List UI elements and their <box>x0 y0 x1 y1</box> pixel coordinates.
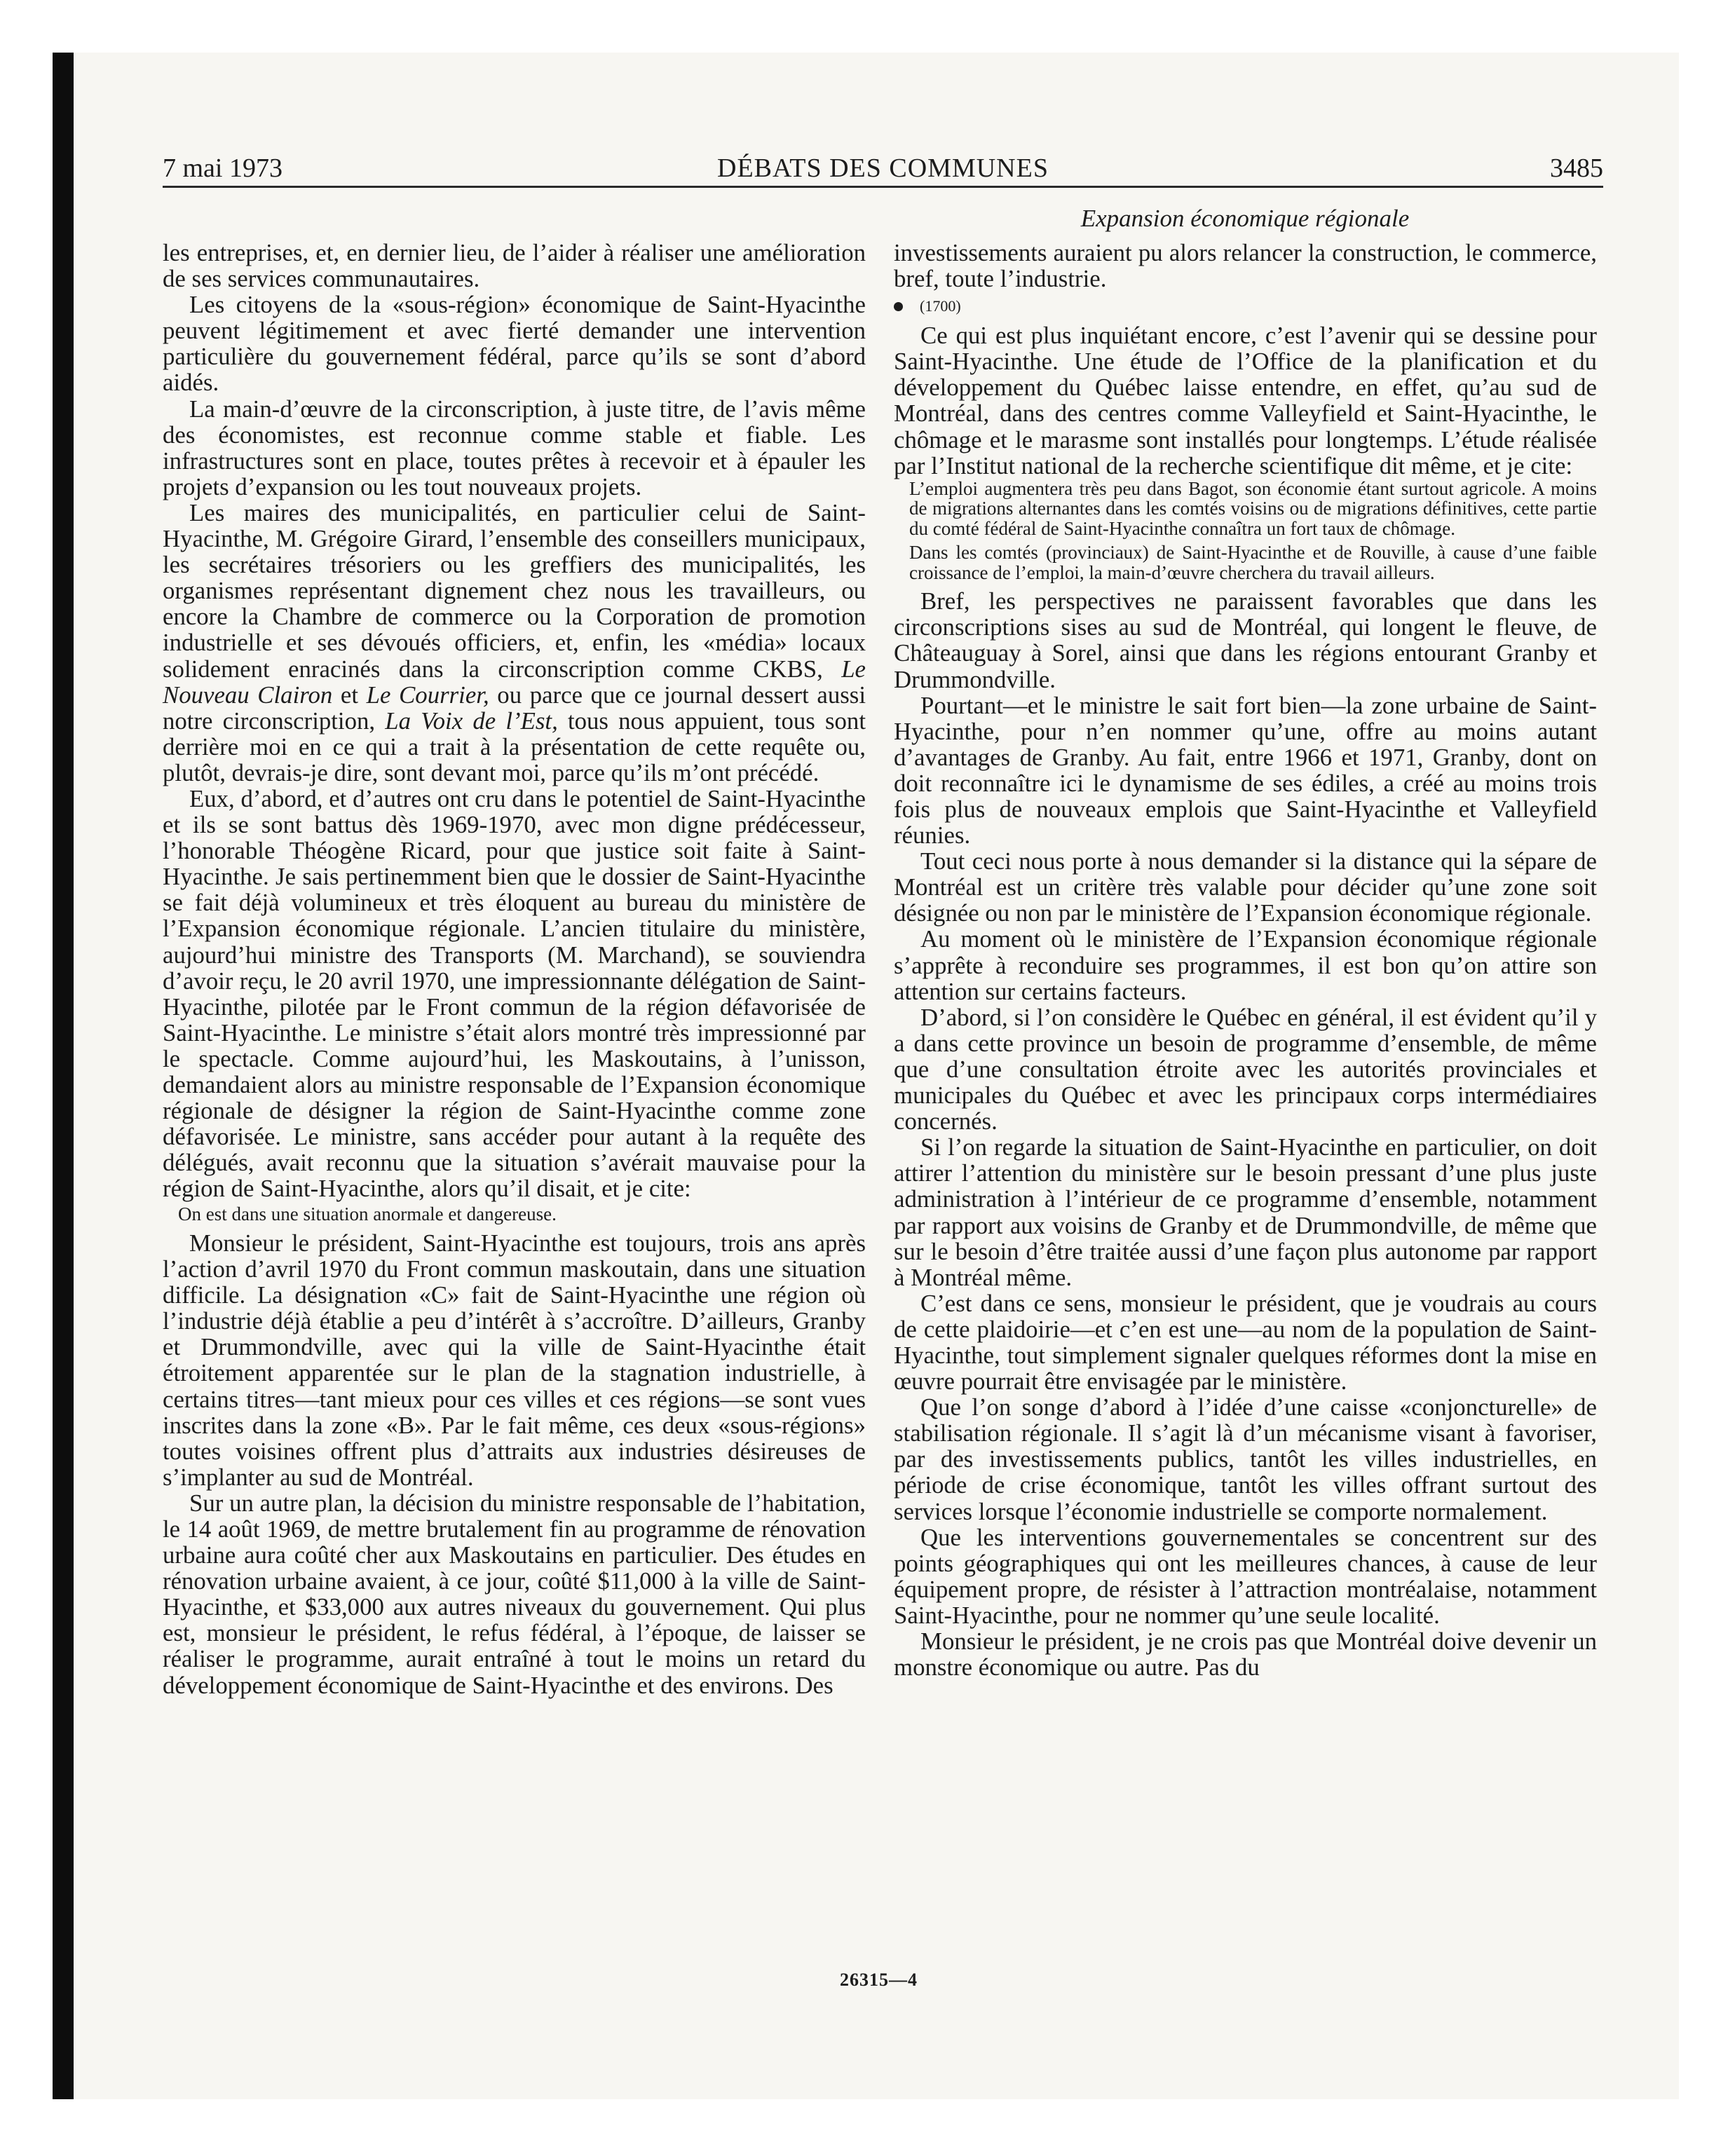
footer-print-code: 26315—4 <box>840 1970 918 1990</box>
header-date: 7 mai 1973 <box>163 153 283 183</box>
time-stamp: (1700) <box>920 297 961 315</box>
header-rule <box>163 186 1603 188</box>
right-column <box>894 240 1597 1680</box>
left-column <box>163 240 866 1698</box>
block-quote: L’emploi augmentera très peu dans Bagot, son économie étant surtout agricole. A moins de migrations alternantes dans les comtés voisins ou de migrations définitives, cette partie du comté fédéral de Saint-Hyacinthe connaîtra un fort taux de chômage. <box>909 477 1597 539</box>
paragraph: D’abord, si l’on considère le Québec en général, il est évident qu’il y a dans cette province un besoin de programme d’ensemble, de même que d’une consultation étroite avec les autorités provinciales et municipales du Québec et avec les principaux corps intermédiaires concernés. <box>894 1003 1597 1135</box>
block-quote: Dans les comtés (provinciaux) de Saint-Hyacinthe et de Rouville, à cause d’une faible croissance de l’emploi, la main-d’œuvre cherchera du travail ailleurs. <box>909 542 1597 583</box>
paragraph: Ce qui est plus inquiétant encore, c’est l’avenir qui se dessine pour Saint-Hyacinthe. Une étude de l’Office de la planification et du développement du Québec laisse entendre, en effet, qu’au sud de Montréal, dans des centres comme Valleyfield et Saint-Hyacinthe, le chômage et le marasme sont installés pour longtemps. L’étude réalisée par l’Institut national de la recherche scientifique dit même, et je cite: <box>894 322 1597 479</box>
scan-margin <box>0 0 53 2156</box>
text-run: tous nous appuient, tous sont derrière moi en ce qui a trait à la présentation de cette requête ou, plutôt, devrais-je dire, sont devant moi, parce qu’ils m’ont précédé. <box>163 707 866 786</box>
text-run: et <box>340 681 359 709</box>
paragraph: Tout ceci nous porte à nous demander si la distance qui la sépare de Montréal est un critère très valable pour décider qu’une zone soit désignée ou non par le ministère de l’Expansion économique régionale. <box>894 847 1597 927</box>
paragraph: Pourtant—et le ministre le sait fort bien—la zone urbaine de Saint-Hyacinthe, pour n’en nommer qu’une, offre au moins autant d’avantages de Granby. Au fait, entre 1966 et 1971, Granby, dont on doit reconnaître ici le dynamisme de ses édiles, a créé au moins trois fois plus de nouveaux emplois que Saint-Hyacinthe et Valleyfield réunies. <box>894 691 1597 850</box>
paragraph: Au moment où le ministère de l’Expansion économique régionale s’apprête à reconduire ses programmes, il est bon qu’on attire son attention sur certains facteurs. <box>894 925 1597 1005</box>
paragraph: Bref, les perspectives ne paraissent favorables que dans les circonscriptions sises au sud de Montréal, qui longent le fleuve, de Châteauguay à Sorel, ainsi que dans les régions entourant Granby et Drummondville. <box>894 587 1597 693</box>
paragraph: Que l’on songe d’abord à l’idée d’une caisse «conjoncturelle» de stabilisation régionale. Il s’agit là d’un mécanisme visant à favoriser, par des investissements publics, tantôt les villes industrielles, en période de crise économique, tantôt les villes offrant surtout des services lorsque l’économie industrielle se comporte normalement. <box>894 1393 1597 1525</box>
running-head: Expansion économique régionale <box>1080 205 1410 232</box>
scan-binding-shadow <box>53 53 74 2099</box>
paragraph: Monsieur le président, je ne crois pas que Montréal doive devenir un monstre économique ou autre. Pas du <box>894 1628 1597 1681</box>
newspaper-title: La Voix de l’Est, <box>385 707 558 735</box>
paragraph: Les citoyens de la «sous-région» économique de Saint-Hyacinthe peuvent légitimement et avec fierté demander une intervention particulière du gouvernement fédéral, parce qu’ils se sont d’abord aidés. <box>163 291 866 397</box>
block-quote: On est dans une situation anormale et dangereuse. <box>178 1203 557 1225</box>
paragraph: Sur un autre plan, la décision du ministre responsable de l’habitation, le 14 août 1969, de mettre brutalement fin au programme de rénovation urbaine aura coûté cher aux Maskoutains en particulier. Des études en rénovation urbaine avaient, à ce jour, coûté $11,000 à la ville de Saint-Hyacinthe, et $33,000 aux autres niveaux du gouvernement. Qui plus est, monsieur le président, le refus fédéral, à l’époque, de laisser se réaliser le programme, aurait entraîné à tout le moins un retard du développement économique de Saint-Hyacinthe et des environs. Des <box>163 1489 866 1699</box>
text-run: Les maires des municipalités, en particulier celui de Saint-Hyacinthe, M. Grégoire Girard, l’ensemble des conseillers municipaux, les secrétaires trésoriers ou les greffiers des municipalités, les organismes représentant dignement chez nous les travailleurs, ou encore la Chambre de commerce ou la Corporation de promotion industrielle et ses dévoués officiers, et, enfin, les «média» locaux solidement enracinés dans la circonscription comme CKBS, <box>163 498 866 683</box>
paragraph: Eux, d’abord, et d’autres ont cru dans le potentiel de Saint-Hyacinthe et ils se sont battus dès 1969-1970, avec mon digne prédécesseur, l’honorable Théogène Ricard, pour que justice soit faite à Saint-Hyacinthe. Je sais pertinemment bien que le dossier de Saint-Hyacinthe se fait déjà volumineux et très éloquent au bureau du ministère de l’Expansion économique régionale. L’ancien titulaire du ministère, aujourd’hui ministre des Transports (M. Marchand), se souviendra d’avoir reçu, le 20 avril 1970, une impressionnante délégation de Saint-Hyacinthe, pilotée par le Front commun de la région défavorisée de Saint-Hyacinthe. Le ministre s’était alors montré très impressionné par le spectacle. Comme aujourd’hui, les Maskoutains, à l’unisson, demandaient alors au ministre responsable de l’Expansion économique régionale de désigner la région de Saint-Hyacinthe comme zone défavorisée. Le ministre, sans accéder pour autant à la requête des délégués, avait reconnu que la situation s’avérait mauvaise pour la région de Saint-Hyacinthe, alors qu’il disait, et je cite: <box>163 784 866 1203</box>
paragraph: Que les interventions gouvernementales se concentrent sur des points géographiques qui ont les meilleures chances, à cause de leur équipement propre, de résister à l’attraction montréalaise, notamment Saint-Hyacinthe, pour ne nommer qu’une seule localité. <box>894 1523 1597 1629</box>
paragraph: Si l’on regarde la situation de Saint-Hyacinthe en particulier, on doit attirer l’attention du ministère sur le besoin pressant d’une plus juste administration à l’intérieur de ce programme d’ensemble, notamment par rapport aux voisins de Granby et de Drummondville, de même que sur le besoin d’être traitée aussi d’une façon plus autonome par rapport à Montréal même. <box>894 1133 1597 1291</box>
page-header <box>163 153 1603 188</box>
paragraph: C’est dans ce sens, monsieur le président, que je voudrais au cours de cette plaidoirie—et c’en est une—au nom de la population de Saint-Hyacinthe, tout simplement signaler quelques réformes dont la mise en œuvre pourrait être envisagée par le ministère. <box>894 1289 1597 1396</box>
newspaper-title: Le Nouveau Clairon <box>163 655 866 709</box>
paragraph: Monsieur le président, Saint-Hyacinthe est toujours, trois ans après l’action d’avril 1970 du Front commun maskoutain, dans une situation difficile. La désignation «C» fait de Saint-Hyacinthe une région où l’industrie déjà établie a peu d’intérêt à s’accroître. D’ailleurs, Granby et Drummondville, avec qui la ville de Saint-Hyacinthe était étroitement apparentée sur le plan de la stagnation industrielle, à certains titres—tant mieux pour ces villes et ces régions—se sont vues inscrites dans la zone «B». Par le fait même, ces deux «sous-régions» toutes voisines offrent plus d’attraits aux industries désireuses de s’implanter au sud de Montréal. <box>163 1229 866 1491</box>
newspaper-title: Le Courrier, <box>366 681 489 709</box>
header-page-number: 3485 <box>1550 153 1603 183</box>
paragraph: investissements auraient pu alors relancer la construction, le commerce, bref, toute l’industrie. <box>894 239 1597 293</box>
time-marker <box>894 296 1597 317</box>
text-run: ou parce que ce journal dessert aussi notre circonscription, <box>163 681 866 735</box>
header-publication: DÉBATS DES COMMUNES <box>717 153 1049 183</box>
paragraph-with-titles <box>163 500 866 786</box>
paragraph: les entreprises, et, en dernier lieu, de l’aider à réaliser une amélioration de ses services communautaires. <box>163 239 866 293</box>
bullet-icon <box>894 302 903 311</box>
paragraph: La main-d’œuvre de la circonscription, à juste titre, de l’avis même des économistes, est reconnue comme stable et fiable. Les infrastructures sont en place, toutes prêtes à recevoir et à épauler les projets d’expansion ou les tout nouveaux projets. <box>163 395 866 500</box>
